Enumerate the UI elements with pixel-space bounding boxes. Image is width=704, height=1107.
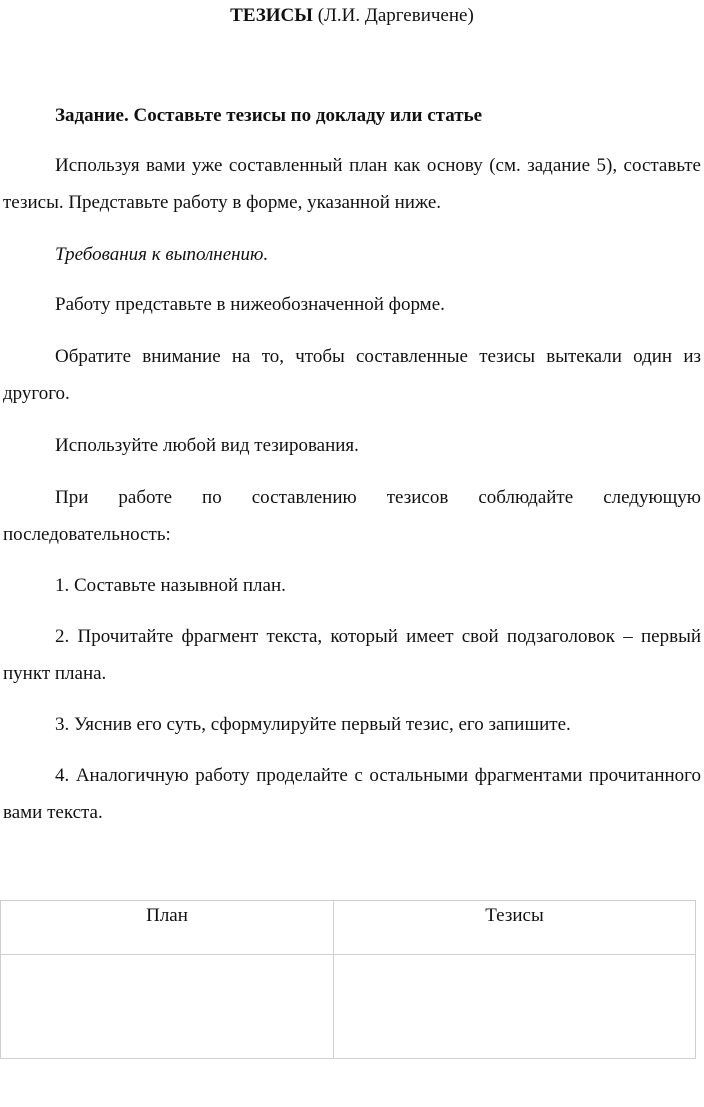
paragraph-form: Работу представьте в нижеобозначенной форме. (55, 294, 445, 315)
paragraph-intro: Используя вами уже составленный план как основу (см. задание 5), составьте тезисы. Представьте работу в форме, указанной ниже. (3, 155, 701, 213)
step-1: 1. Составьте назывной план. (55, 575, 286, 596)
header-thesis: Тезисы (334, 901, 696, 955)
header-plan: План (1, 901, 334, 955)
paragraph-sequence: При работе по составлению тезисов соблюдайте следующую последовательность: (3, 487, 701, 545)
paragraph-any-type: Используйте любой вид тезирования. (55, 435, 359, 456)
document-title (0, 4, 704, 28)
cell-plan (1, 955, 334, 1059)
plan-thesis-table (0, 900, 696, 1059)
step-2: 2. Прочитайте фрагмент текста, который имеет свой подзаголовок – первый пункт плана. (3, 626, 701, 684)
requirements-heading: Требования к выполнению. (55, 244, 269, 265)
paragraph-attention: Обратите внимание на то, чтобы составленные тезисы вытекали один из другого. (3, 346, 701, 404)
table-row (1, 955, 696, 1059)
title-author: (Л.И. Даргевичене) (312, 5, 474, 26)
step-3: 3. Уяснив его суть, сформулируйте первый тезис, его запишите. (55, 714, 571, 735)
task-heading: Задание. Составьте тезисы по докладу или статье (55, 105, 483, 126)
table-header-row (1, 901, 696, 955)
cell-thesis (334, 955, 696, 1059)
title-main: ТЕЗИСЫ (230, 5, 313, 26)
step-4: 4. Аналогичную работу проделайте с остальными фрагментами прочитанного вами текста. (3, 765, 701, 823)
